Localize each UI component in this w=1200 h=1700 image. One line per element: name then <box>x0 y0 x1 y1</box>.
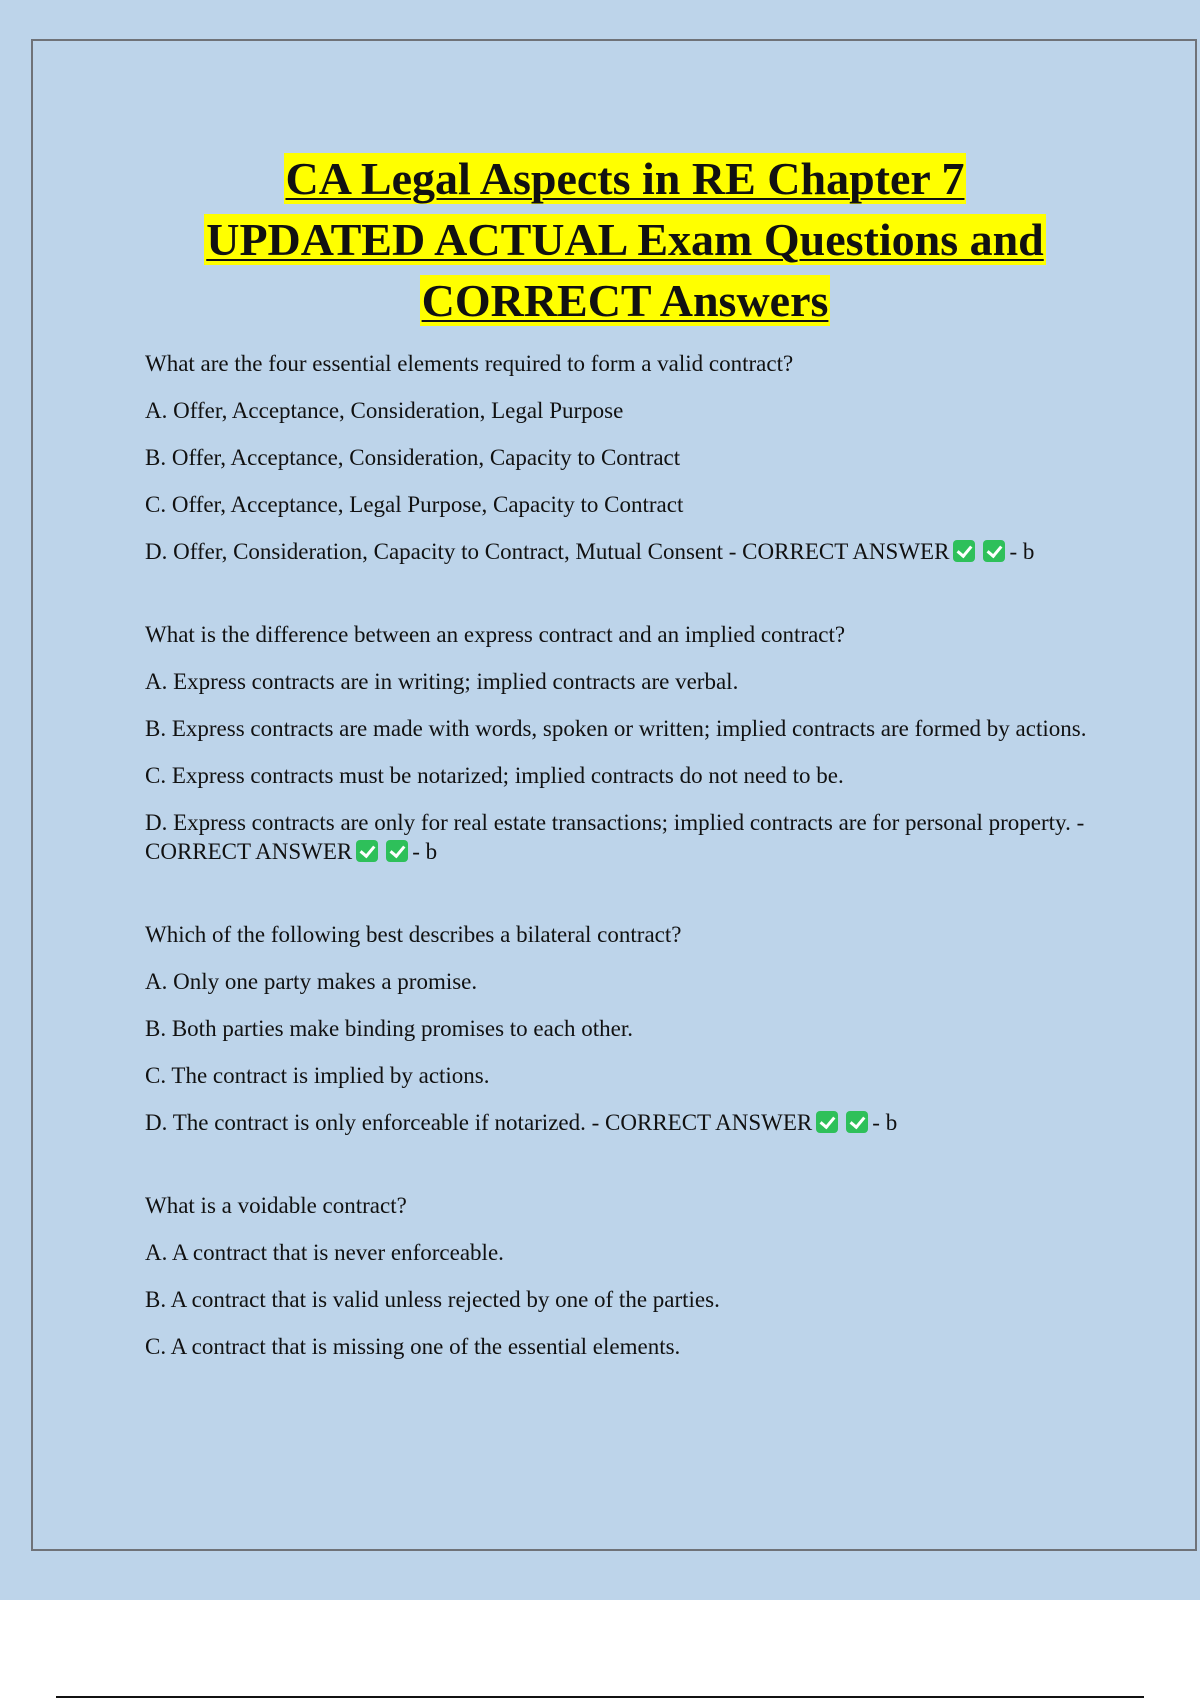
answer-option-b: B. A contract that is valid unless rejected by one of the parties. <box>145 1287 720 1312</box>
question-block-3 <box>145 920 1105 1137</box>
question-text: What are the four essential elements required to form a valid contract? <box>145 351 794 376</box>
answer-option-d <box>145 808 1105 866</box>
answer-option-a: A. Only one party makes a promise. <box>145 969 478 994</box>
answer-option-a: A. Offer, Acceptance, Consideration, Legal Purpose <box>145 398 624 423</box>
correct-answer-value: - b <box>1009 539 1035 564</box>
answer-option-a: A. Express contracts are in writing; implied contracts are verbal. <box>145 669 739 694</box>
answer-option-b: B. Offer, Acceptance, Consideration, Capacity to Contract <box>145 445 681 470</box>
question-text: What is the difference between an express contract and an implied contract? <box>145 622 846 647</box>
answer-option-b: B. Both parties make binding promises to each other. <box>145 1016 634 1041</box>
title-line-3: CORRECT Answers <box>421 275 829 326</box>
answer-option-d <box>145 1108 1105 1137</box>
footer-rule <box>56 1696 1144 1698</box>
answer-option-c: C. A contract that is missing one of the essential elements. <box>145 1334 681 1359</box>
answer-option-d-text: D. Express contracts are only for real estate transactions; implied contracts are for personal property. - CORRECT ANSWER <box>145 810 1085 864</box>
title-line-1: CA Legal Aspects in RE Chapter 7 <box>285 153 965 204</box>
answer-option-d <box>145 537 1105 566</box>
answer-option-c: C. Offer, Acceptance, Legal Purpose, Capacity to Contract <box>145 492 684 517</box>
question-block-1 <box>145 349 1105 566</box>
answer-option-a: A. A contract that is never enforceable. <box>145 1240 504 1265</box>
white-check-mark-icon <box>983 540 1005 562</box>
answer-option-d-text: D. The contract is only enforceable if notarized. - CORRECT ANSWER <box>145 1110 813 1135</box>
white-check-mark-icon <box>816 1111 838 1133</box>
white-check-mark-icon <box>386 840 408 862</box>
answer-option-c: C. Express contracts must be notarized; implied contracts do not need to be. <box>145 763 844 788</box>
document-content <box>145 148 1105 1415</box>
title-line-2: UPDATED ACTUAL Exam Questions and <box>206 214 1044 265</box>
answer-option-c: C. The contract is implied by actions. <box>145 1063 490 1088</box>
correct-answer-value: - b <box>412 839 438 864</box>
white-check-mark-icon <box>356 840 378 862</box>
document-title <box>100 148 1150 331</box>
answer-option-b: B. Express contracts are made with words, spoken or written; implied contracts are formed by actions. <box>145 716 1087 741</box>
answer-option-d-text: D. Offer, Consideration, Capacity to Contract, Mutual Consent - CORRECT ANSWER <box>145 539 950 564</box>
white-check-mark-icon <box>953 540 975 562</box>
question-block-4 <box>145 1191 1105 1361</box>
question-block-2 <box>145 620 1105 866</box>
correct-answer-value: - b <box>872 1110 898 1135</box>
white-check-mark-icon <box>846 1111 868 1133</box>
question-text: What is a voidable contract? <box>145 1193 407 1218</box>
question-text: Which of the following best describes a bilateral contract? <box>145 922 682 947</box>
